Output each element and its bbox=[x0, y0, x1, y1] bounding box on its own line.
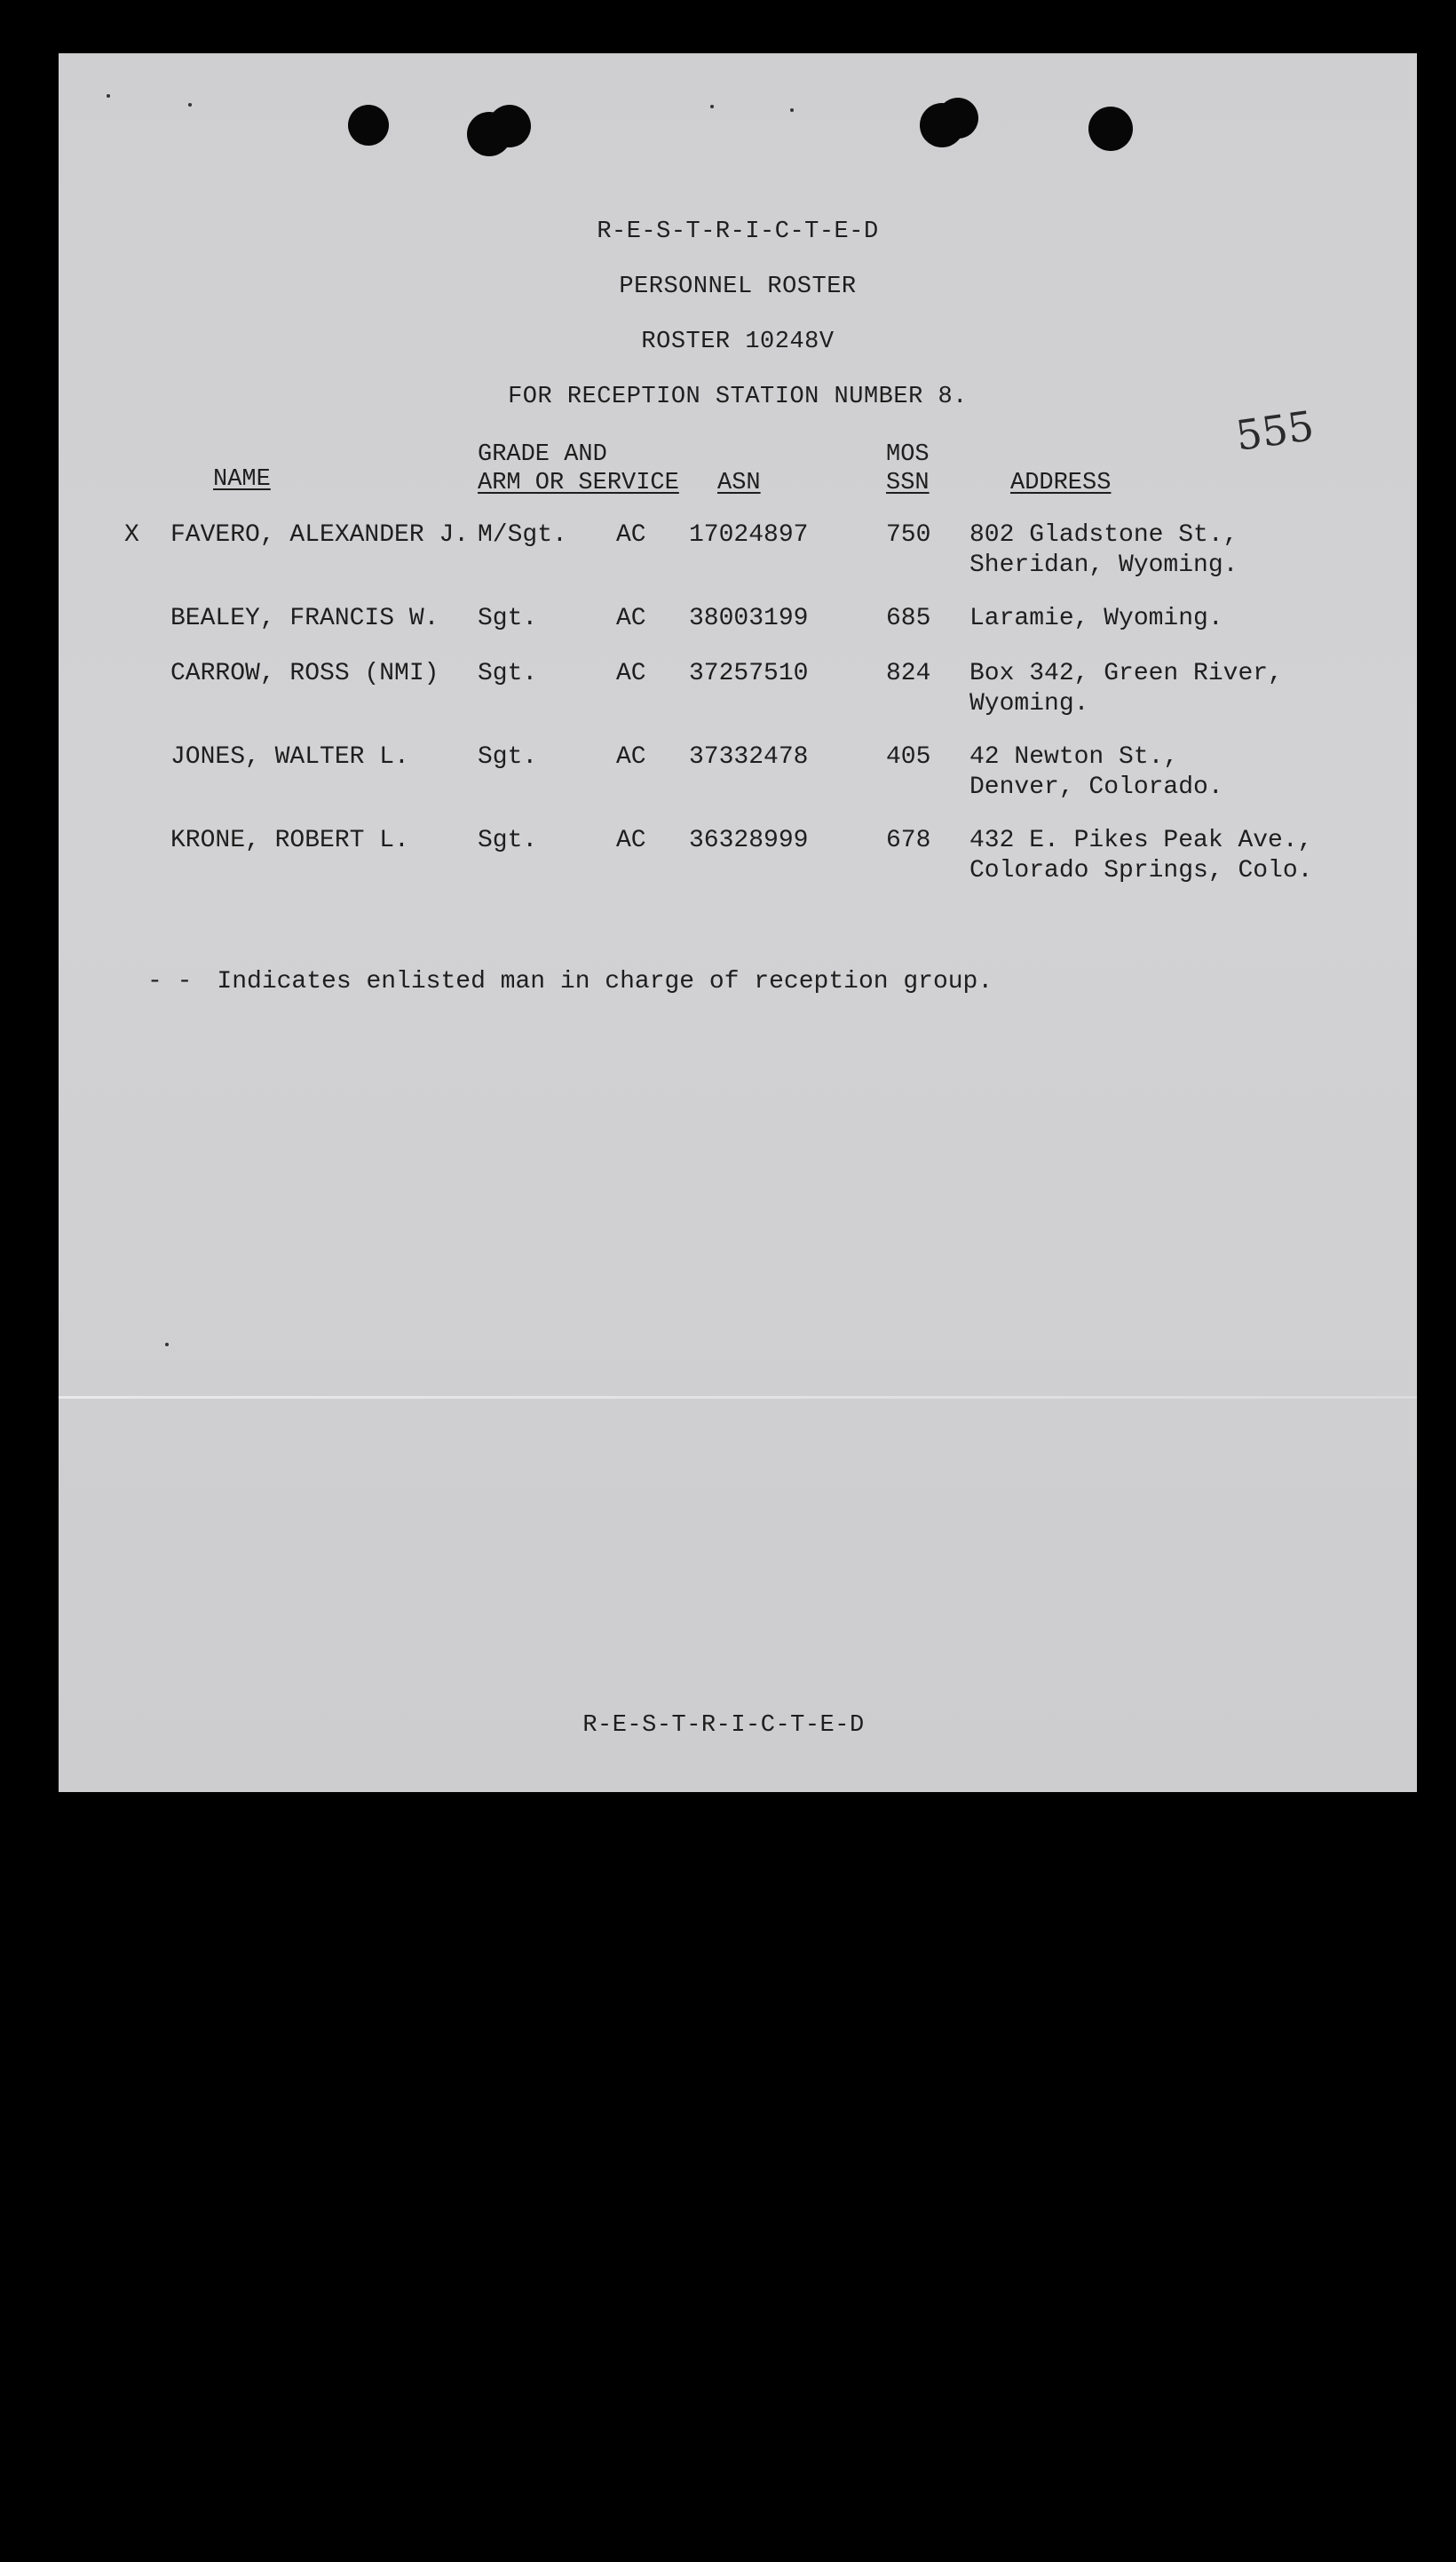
row-grade: Sgt. bbox=[478, 743, 538, 771]
paper-fold-crease bbox=[59, 1396, 1417, 1399]
footnote-marker: - - bbox=[147, 968, 193, 995]
punch-hole bbox=[488, 105, 531, 147]
row-arm: AC bbox=[616, 660, 646, 687]
row-address-line1: Box 342, Green River, bbox=[969, 660, 1283, 687]
row-mos: 750 bbox=[886, 521, 931, 549]
row-address-line2: Colorado Springs, Colo. bbox=[969, 857, 1313, 884]
classification-header: R-E-S-T-R-I-C-T-E-D bbox=[597, 218, 879, 245]
row-name: JONES, WALTER L. bbox=[170, 743, 409, 771]
row-address-line1: Laramie, Wyoming. bbox=[969, 605, 1223, 632]
column-header-mos-line1: MOS bbox=[886, 441, 930, 468]
row-address-line2: Denver, Colorado. bbox=[969, 773, 1223, 801]
paper-speck bbox=[790, 108, 794, 112]
row-name: KRONE, ROBERT L. bbox=[170, 827, 409, 854]
punch-hole bbox=[938, 98, 978, 139]
column-header-grade-line2: ARM OR SERVICE bbox=[478, 470, 679, 496]
in-charge-marker: X bbox=[124, 521, 139, 549]
document-title: PERSONNEL ROSTER bbox=[619, 274, 857, 300]
row-arm: AC bbox=[616, 605, 646, 632]
row-grade: Sgt. bbox=[478, 660, 538, 687]
row-address-line1: 42 Newton St., bbox=[969, 743, 1179, 771]
row-name: BEALEY, FRANCIS W. bbox=[170, 605, 439, 632]
row-mos: 685 bbox=[886, 605, 931, 632]
row-asn: 38003199 bbox=[689, 605, 809, 632]
row-mos: 678 bbox=[886, 827, 931, 854]
row-name: FAVERO, ALEXANDER J. bbox=[170, 521, 470, 549]
row-address-line1: 432 E. Pikes Peak Ave., bbox=[969, 827, 1313, 854]
row-address-line2: Sheridan, Wyoming. bbox=[969, 551, 1238, 579]
column-header-grade-line1: GRADE AND bbox=[478, 441, 607, 468]
paper-speck bbox=[188, 103, 192, 107]
row-name: CARROW, ROSS (NMI) bbox=[170, 660, 439, 687]
paper-speck bbox=[165, 1343, 169, 1346]
roster-sheet bbox=[59, 53, 1417, 1792]
row-mos: 824 bbox=[886, 660, 931, 687]
column-header-asn: ASN bbox=[717, 470, 761, 496]
row-grade: Sgt. bbox=[478, 827, 538, 854]
row-arm: AC bbox=[616, 521, 646, 549]
column-header-name: NAME bbox=[213, 466, 271, 493]
page-number-stamp: 555 bbox=[1232, 401, 1318, 460]
punch-hole bbox=[1088, 107, 1133, 151]
row-asn: 36328999 bbox=[689, 827, 809, 854]
row-arm: AC bbox=[616, 743, 646, 771]
row-grade: Sgt. bbox=[478, 605, 538, 632]
row-grade: M/Sgt. bbox=[478, 521, 567, 549]
row-address-line2: Wyoming. bbox=[969, 690, 1089, 718]
roster-number: ROSTER 10248V bbox=[641, 329, 835, 355]
column-header-address: ADDRESS bbox=[1010, 470, 1112, 496]
row-asn: 37257510 bbox=[689, 660, 809, 687]
classification-footer: R-E-S-T-R-I-C-T-E-D bbox=[582, 1712, 865, 1739]
row-arm: AC bbox=[616, 827, 646, 854]
row-asn: 37332478 bbox=[689, 743, 809, 771]
reception-station: FOR RECEPTION STATION NUMBER 8. bbox=[508, 384, 968, 410]
column-header-mos-line2: SSN bbox=[886, 470, 930, 496]
row-asn: 17024897 bbox=[689, 521, 809, 549]
paper-speck bbox=[107, 94, 110, 98]
footnote bbox=[147, 968, 993, 995]
row-mos: 405 bbox=[886, 743, 931, 771]
footnote-text: Indicates enlisted man in charge of reception group. bbox=[217, 968, 993, 995]
punch-hole bbox=[348, 105, 389, 146]
paper-speck bbox=[710, 105, 714, 108]
row-address-line1: 802 Gladstone St., bbox=[969, 521, 1238, 549]
